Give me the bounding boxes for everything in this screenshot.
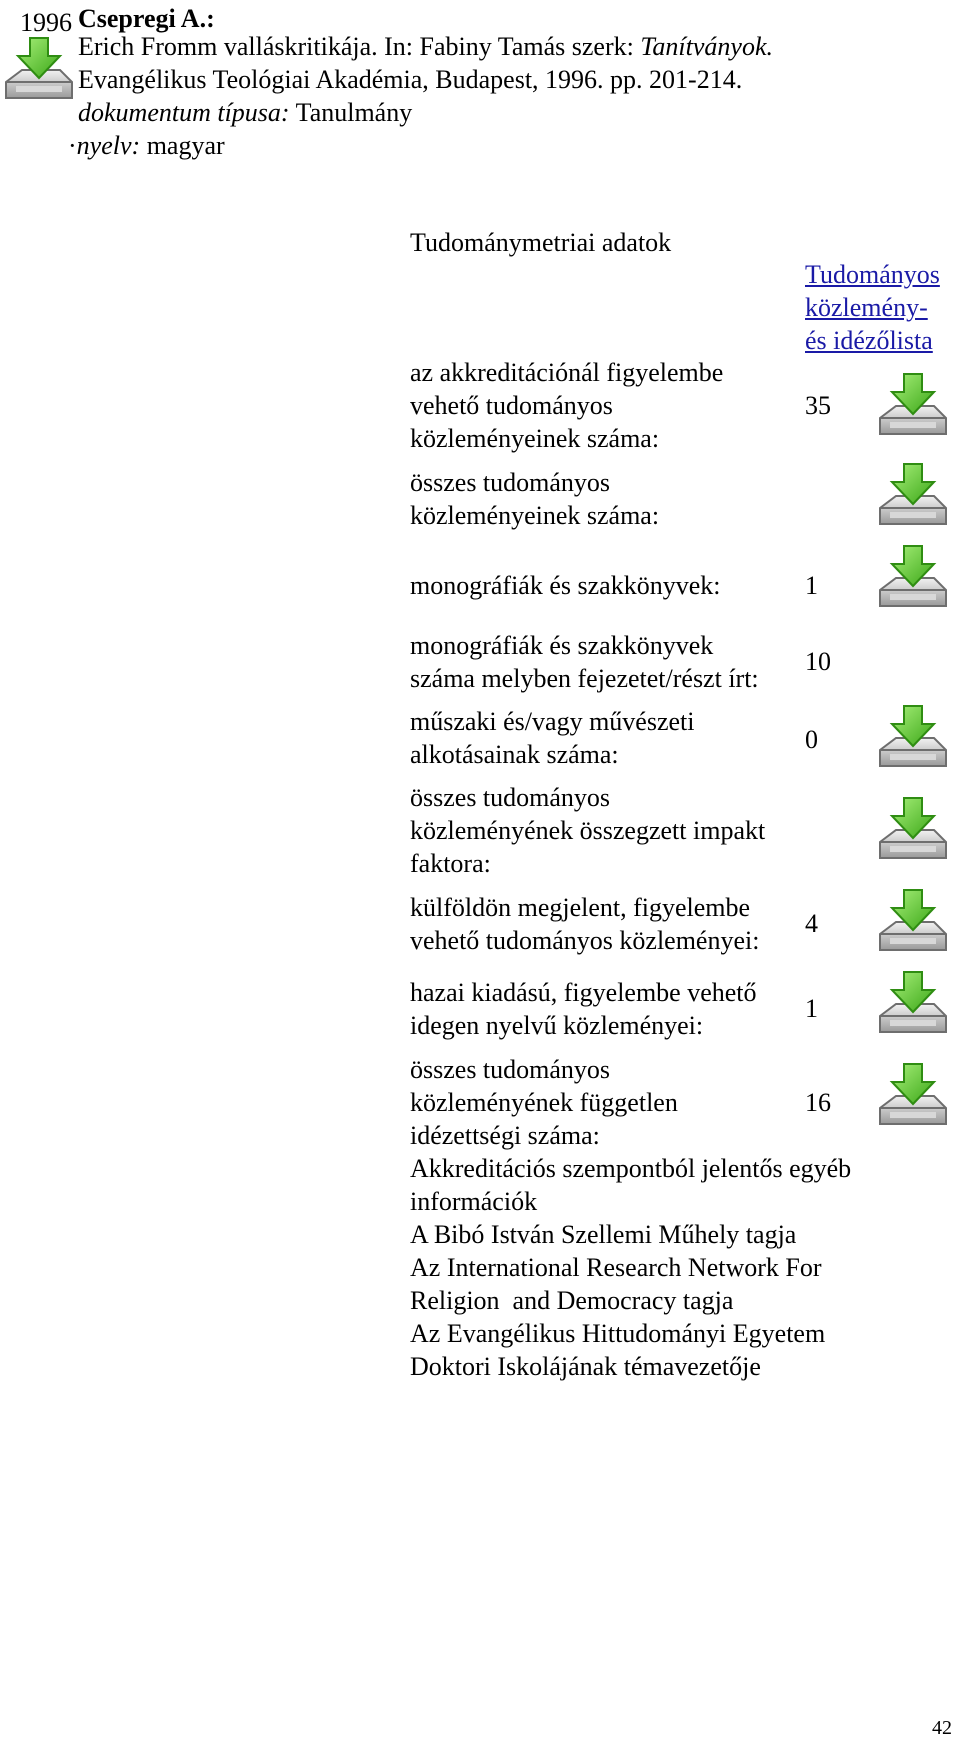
download-tray-icon[interactable] bbox=[876, 1062, 948, 1134]
metric-label-foreign-publications bbox=[410, 891, 810, 957]
metric-label-line: idézettségi száma: bbox=[410, 1121, 600, 1150]
metric-label-domestic-foreign-language bbox=[410, 976, 810, 1042]
publication-list-link-line[interactable]: Tudományos bbox=[805, 260, 940, 289]
download-tray-icon[interactable] bbox=[876, 544, 948, 616]
metric-label-technical-works bbox=[410, 705, 810, 771]
metric-label-line: közleményeinek száma: bbox=[410, 424, 660, 453]
language bbox=[68, 129, 225, 162]
metric-label-line: közleményének független bbox=[410, 1088, 678, 1117]
publication-list-link-line[interactable]: közlemény- bbox=[805, 293, 928, 322]
document-type-value: Tanulmány bbox=[289, 98, 413, 127]
metric-label-line: idegen nyelvű közleményei: bbox=[410, 1011, 704, 1040]
metric-label-accredited-publications bbox=[410, 356, 810, 455]
download-tray-icon[interactable] bbox=[876, 462, 948, 534]
info-line: Doktori Iskolájának témavezetője bbox=[410, 1352, 761, 1381]
metric-value-monographs: 1 bbox=[805, 571, 818, 600]
document-type bbox=[78, 96, 412, 129]
publication-list-link[interactable] bbox=[805, 258, 940, 357]
metric-label-chapters bbox=[410, 629, 810, 695]
metric-value-accredited-publications: 35 bbox=[805, 391, 831, 420]
publication-year: 1996 bbox=[20, 8, 72, 37]
download-tray-icon[interactable] bbox=[876, 888, 948, 960]
metrics-title: Tudománymetriai adatok bbox=[410, 228, 672, 257]
author-name: Csepregi A.: bbox=[78, 4, 215, 33]
metric-label-all-publications bbox=[410, 466, 810, 532]
publication-list-link-line[interactable]: és idézőlista bbox=[805, 326, 933, 355]
info-line: Az International Research Network For bbox=[410, 1253, 822, 1282]
metric-label-line: az akkreditációnál figyelembe bbox=[410, 358, 724, 387]
citation-text: Erich Fromm valláskritikája. In: Fabiny Tamás szerk: bbox=[78, 32, 641, 61]
metric-value-foreign-publications: 4 bbox=[805, 909, 818, 938]
metric-label-line: alkotásainak száma: bbox=[410, 740, 619, 769]
info-line: Religion and Democracy tagja bbox=[410, 1286, 734, 1315]
language-value: magyar bbox=[140, 131, 225, 160]
metric-value-technical-works: 0 bbox=[805, 725, 818, 754]
metric-value-chapters: 10 bbox=[805, 647, 831, 676]
citation-book: Tanítványok. bbox=[640, 32, 773, 61]
download-tray-icon[interactable] bbox=[876, 372, 948, 444]
metric-label-monographs bbox=[410, 569, 810, 602]
info-line: Az Evangélikus Hittudományi Egyetem bbox=[410, 1319, 826, 1348]
metric-label-line: vehető tudományos bbox=[410, 391, 613, 420]
metric-label-line: összes tudományos bbox=[410, 783, 611, 812]
metric-value-domestic-foreign-language: 1 bbox=[805, 994, 818, 1023]
metric-label-line: műszaki és/vagy művészeti bbox=[410, 707, 695, 736]
page-number: 42 bbox=[932, 1717, 952, 1739]
metric-label-line: monográfiák és szakkönyvek: bbox=[410, 571, 721, 600]
metric-label-impact-factor bbox=[410, 781, 810, 880]
citation-publisher: Evangélikus Teológiai Akadémia, Budapest, 1996. pp. 201-214. bbox=[78, 65, 743, 94]
download-tray-icon[interactable] bbox=[2, 36, 74, 108]
metric-label-line: hazai kiadású, figyelembe vehető bbox=[410, 978, 757, 1007]
metric-label-independent-citations bbox=[410, 1053, 810, 1152]
info-heading-line: információk bbox=[410, 1187, 538, 1216]
download-tray-icon[interactable] bbox=[876, 796, 948, 868]
download-tray-icon[interactable] bbox=[876, 704, 948, 776]
metric-label-line: faktora: bbox=[410, 849, 491, 878]
metric-label-line: külföldön megjelent, figyelembe bbox=[410, 893, 751, 922]
metric-label-line: száma melyben fejezetet/részt írt: bbox=[410, 664, 759, 693]
metric-label-line: közleményeinek száma: bbox=[410, 501, 660, 530]
metric-label-line: monográfiák és szakkönyvek bbox=[410, 631, 714, 660]
info-heading-line: Akkreditációs szempontból jelentős egyéb bbox=[410, 1154, 852, 1183]
metric-label-line: közleményének összegzett impakt bbox=[410, 816, 766, 845]
document-type-label: dokumentum típusa: bbox=[78, 98, 290, 127]
metric-label-line: összes tudományos bbox=[410, 1055, 611, 1084]
metric-label-line: vehető tudományos közleményei: bbox=[410, 926, 760, 955]
metric-value-independent-citations: 16 bbox=[805, 1088, 831, 1117]
metric-label-line: összes tudományos bbox=[410, 468, 611, 497]
language-label: nyelv: bbox=[76, 131, 141, 160]
info-line: A Bibó István Szellemi Műhely tagja bbox=[410, 1220, 797, 1249]
download-tray-icon[interactable] bbox=[876, 970, 948, 1042]
language-bullet: · bbox=[68, 131, 77, 160]
accreditation-info bbox=[410, 1152, 930, 1383]
citation-title bbox=[78, 30, 773, 63]
